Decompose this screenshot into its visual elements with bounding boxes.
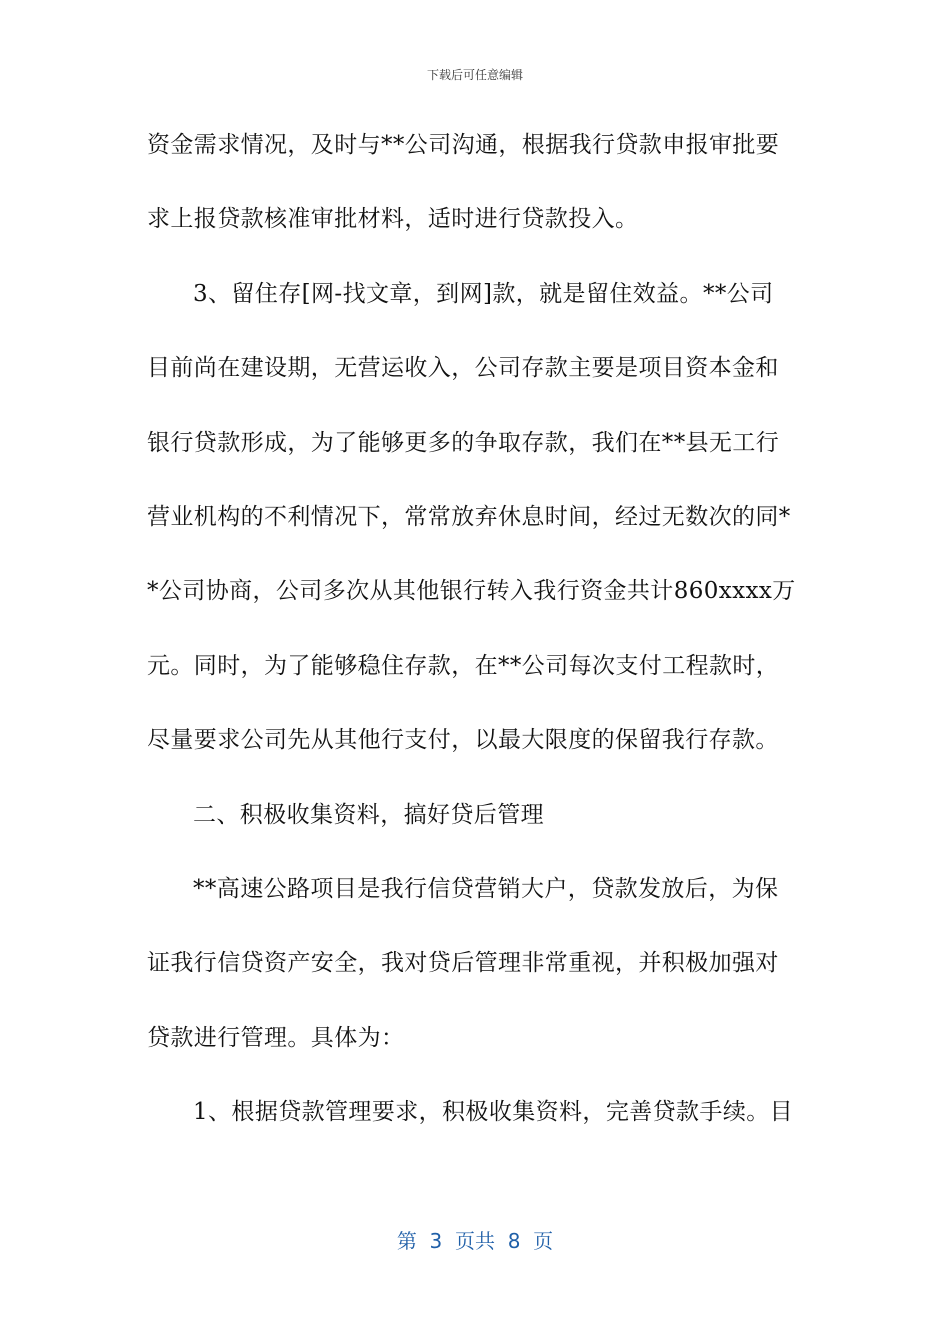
page-number-footer: 第 3 页共 8 页 (396, 1229, 554, 1253)
body-line: 营业机构的不利情况下，常常放弃休息时间，经过无数次的同* (147, 503, 791, 530)
body-line: 贷款进行管理。具体为： (147, 1024, 405, 1051)
paragraph-start: 3、留住存[网-找文章，到网]款，就是留住效益。**公司 (193, 280, 774, 307)
body-line: 元。同时，为了能够稳住存款，在**公司每次支付工程款时， (147, 652, 780, 679)
body-line: 求上报贷款核准审批材料，适时进行贷款投入。 (147, 206, 639, 233)
body-line: 目前尚在建设期，无营运收入，公司存款主要是项目资本金和 (147, 355, 779, 382)
paragraph-start: 1、根据贷款管理要求，积极收集资料，完善贷款手续。目 (193, 1099, 794, 1126)
body-line: 尽量要求公司先从其他行支付，以最大限度的保留我行存款。 (147, 727, 779, 754)
body-line: *公司协商，公司多次从其他银行转入我行资金共计860xxxx万 (147, 578, 796, 605)
section-heading: 二、积极收集资料，搞好贷后管理 (193, 801, 544, 828)
body-line: 证我行信贷资产安全，我对贷后管理非常重视，并积极加强对 (147, 950, 779, 977)
document-body (147, 118, 807, 1159)
page-header: 下载后可任意编辑 (426, 68, 523, 82)
body-line: 资金需求情况，及时与**公司沟通，根据我行贷款申报审批要 (147, 132, 780, 158)
paragraph-start: **高速公路项目是我行信贷营销大户，贷款发放后，为保 (193, 875, 779, 902)
body-line: 银行贷款形成，为了能够更多的争取存款，我们在**县无工行 (147, 429, 780, 456)
